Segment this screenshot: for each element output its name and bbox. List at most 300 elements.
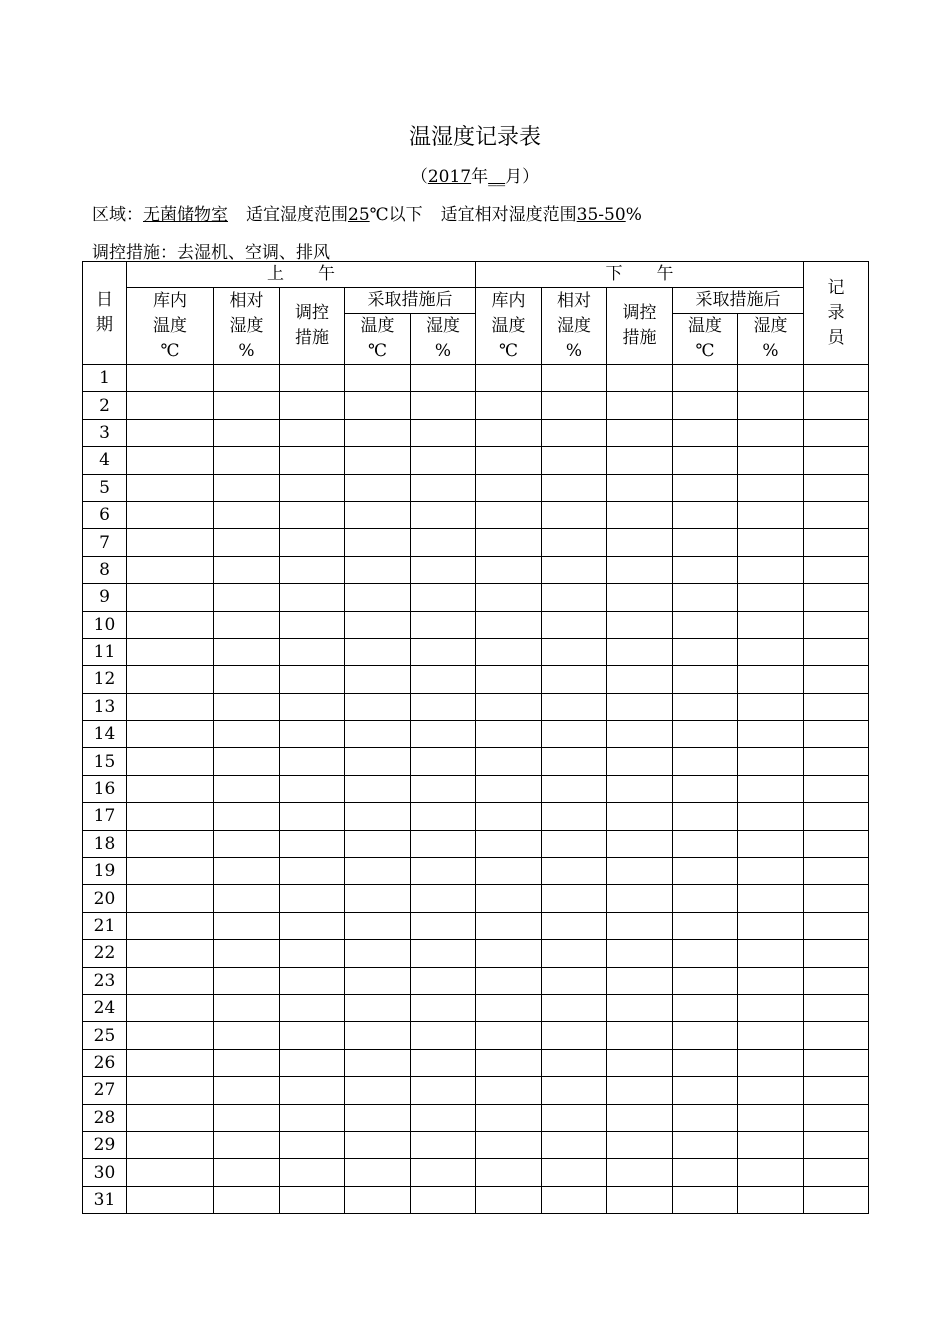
- entry-cell[interactable]: [738, 666, 804, 693]
- entry-cell[interactable]: [411, 775, 476, 802]
- entry-cell[interactable]: [542, 775, 607, 802]
- entry-cell[interactable]: [542, 1131, 607, 1158]
- entry-cell[interactable]: [280, 638, 345, 665]
- entry-cell[interactable]: [673, 1022, 738, 1049]
- entry-cell[interactable]: [127, 556, 214, 583]
- entry-cell[interactable]: [345, 419, 411, 446]
- entry-cell[interactable]: [476, 775, 542, 802]
- entry-cell[interactable]: [214, 912, 280, 939]
- entry-cell[interactable]: [345, 392, 411, 419]
- entry-cell[interactable]: [673, 940, 738, 967]
- entry-cell[interactable]: [738, 529, 804, 556]
- entry-cell[interactable]: [127, 611, 214, 638]
- entry-cell[interactable]: [411, 1077, 476, 1104]
- entry-cell[interactable]: [673, 529, 738, 556]
- entry-cell[interactable]: [214, 474, 280, 501]
- entry-cell[interactable]: [345, 501, 411, 528]
- entry-cell[interactable]: [607, 666, 673, 693]
- entry-cell[interactable]: [542, 830, 607, 857]
- entry-cell[interactable]: [127, 1159, 214, 1186]
- entry-cell[interactable]: [607, 1131, 673, 1158]
- entry-cell[interactable]: [411, 584, 476, 611]
- entry-cell[interactable]: [476, 748, 542, 775]
- entry-cell[interactable]: [542, 912, 607, 939]
- entry-cell[interactable]: [673, 803, 738, 830]
- entry-cell[interactable]: [542, 419, 607, 446]
- entry-cell[interactable]: [607, 474, 673, 501]
- entry-cell[interactable]: [542, 392, 607, 419]
- entry-cell[interactable]: [476, 693, 542, 720]
- entry-cell[interactable]: [738, 721, 804, 748]
- entry-cell[interactable]: [214, 611, 280, 638]
- entry-cell[interactable]: [542, 967, 607, 994]
- entry-cell[interactable]: [411, 912, 476, 939]
- entry-cell[interactable]: [214, 1186, 280, 1213]
- entry-cell[interactable]: [214, 885, 280, 912]
- entry-cell[interactable]: [127, 1022, 214, 1049]
- entry-cell[interactable]: [804, 721, 869, 748]
- entry-cell[interactable]: [738, 803, 804, 830]
- entry-cell[interactable]: [804, 447, 869, 474]
- entry-cell[interactable]: [127, 1186, 214, 1213]
- entry-cell[interactable]: [738, 775, 804, 802]
- entry-cell[interactable]: [411, 392, 476, 419]
- entry-cell[interactable]: [673, 721, 738, 748]
- entry-cell[interactable]: [542, 556, 607, 583]
- entry-cell[interactable]: [542, 638, 607, 665]
- entry-cell[interactable]: [476, 638, 542, 665]
- entry-cell[interactable]: [345, 1049, 411, 1076]
- entry-cell[interactable]: [804, 1131, 869, 1158]
- entry-cell[interactable]: [345, 912, 411, 939]
- entry-cell[interactable]: [542, 1186, 607, 1213]
- entry-cell[interactable]: [411, 447, 476, 474]
- entry-cell[interactable]: [280, 556, 345, 583]
- entry-cell[interactable]: [738, 748, 804, 775]
- entry-cell[interactable]: [673, 447, 738, 474]
- entry-cell[interactable]: [214, 721, 280, 748]
- entry-cell[interactable]: [607, 940, 673, 967]
- entry-cell[interactable]: [345, 1131, 411, 1158]
- entry-cell[interactable]: [127, 803, 214, 830]
- entry-cell[interactable]: [127, 1104, 214, 1131]
- entry-cell[interactable]: [280, 830, 345, 857]
- entry-cell[interactable]: [738, 1186, 804, 1213]
- entry-cell[interactable]: [127, 1131, 214, 1158]
- entry-cell[interactable]: [411, 556, 476, 583]
- entry-cell[interactable]: [738, 392, 804, 419]
- entry-cell[interactable]: [476, 474, 542, 501]
- entry-cell[interactable]: [214, 419, 280, 446]
- entry-cell[interactable]: [607, 584, 673, 611]
- entry-cell[interactable]: [804, 1077, 869, 1104]
- entry-cell[interactable]: [345, 529, 411, 556]
- entry-cell[interactable]: [127, 365, 214, 392]
- entry-cell[interactable]: [280, 1104, 345, 1131]
- entry-cell[interactable]: [280, 1049, 345, 1076]
- entry-cell[interactable]: [673, 1186, 738, 1213]
- entry-cell[interactable]: [280, 1159, 345, 1186]
- entry-cell[interactable]: [738, 1159, 804, 1186]
- entry-cell[interactable]: [214, 392, 280, 419]
- entry-cell[interactable]: [127, 748, 214, 775]
- entry-cell[interactable]: [127, 474, 214, 501]
- entry-cell[interactable]: [214, 1104, 280, 1131]
- entry-cell[interactable]: [804, 666, 869, 693]
- entry-cell[interactable]: [738, 994, 804, 1021]
- entry-cell[interactable]: [804, 419, 869, 446]
- entry-cell[interactable]: [127, 994, 214, 1021]
- entry-cell[interactable]: [411, 638, 476, 665]
- entry-cell[interactable]: [280, 611, 345, 638]
- entry-cell[interactable]: [280, 912, 345, 939]
- entry-cell[interactable]: [673, 611, 738, 638]
- entry-cell[interactable]: [214, 1022, 280, 1049]
- entry-cell[interactable]: [804, 858, 869, 885]
- entry-cell[interactable]: [127, 501, 214, 528]
- entry-cell[interactable]: [280, 858, 345, 885]
- entry-cell[interactable]: [738, 912, 804, 939]
- entry-cell[interactable]: [345, 611, 411, 638]
- entry-cell[interactable]: [280, 803, 345, 830]
- entry-cell[interactable]: [345, 666, 411, 693]
- entry-cell[interactable]: [280, 584, 345, 611]
- entry-cell[interactable]: [345, 447, 411, 474]
- entry-cell[interactable]: [127, 638, 214, 665]
- entry-cell[interactable]: [738, 419, 804, 446]
- entry-cell[interactable]: [607, 967, 673, 994]
- entry-cell[interactable]: [673, 501, 738, 528]
- entry-cell[interactable]: [673, 858, 738, 885]
- entry-cell[interactable]: [411, 1049, 476, 1076]
- entry-cell[interactable]: [411, 1104, 476, 1131]
- entry-cell[interactable]: [673, 1077, 738, 1104]
- entry-cell[interactable]: [214, 447, 280, 474]
- entry-cell[interactable]: [411, 940, 476, 967]
- entry-cell[interactable]: [345, 830, 411, 857]
- entry-cell[interactable]: [476, 392, 542, 419]
- entry-cell[interactable]: [542, 994, 607, 1021]
- entry-cell[interactable]: [280, 365, 345, 392]
- entry-cell[interactable]: [411, 474, 476, 501]
- entry-cell[interactable]: [804, 1159, 869, 1186]
- entry-cell[interactable]: [673, 748, 738, 775]
- entry-cell[interactable]: [411, 666, 476, 693]
- entry-cell[interactable]: [607, 611, 673, 638]
- entry-cell[interactable]: [127, 967, 214, 994]
- entry-cell[interactable]: [738, 584, 804, 611]
- entry-cell[interactable]: [607, 1104, 673, 1131]
- entry-cell[interactable]: [804, 392, 869, 419]
- entry-cell[interactable]: [607, 803, 673, 830]
- entry-cell[interactable]: [542, 1022, 607, 1049]
- entry-cell[interactable]: [345, 994, 411, 1021]
- entry-cell[interactable]: [214, 994, 280, 1021]
- entry-cell[interactable]: [804, 967, 869, 994]
- entry-cell[interactable]: [476, 721, 542, 748]
- entry-cell[interactable]: [673, 830, 738, 857]
- entry-cell[interactable]: [542, 447, 607, 474]
- entry-cell[interactable]: [411, 1159, 476, 1186]
- entry-cell[interactable]: [214, 748, 280, 775]
- entry-cell[interactable]: [214, 1131, 280, 1158]
- entry-cell[interactable]: [607, 1077, 673, 1104]
- entry-cell[interactable]: [607, 885, 673, 912]
- entry-cell[interactable]: [127, 940, 214, 967]
- entry-cell[interactable]: [411, 721, 476, 748]
- entry-cell[interactable]: [345, 967, 411, 994]
- entry-cell[interactable]: [673, 885, 738, 912]
- entry-cell[interactable]: [214, 693, 280, 720]
- entry-cell[interactable]: [280, 1077, 345, 1104]
- entry-cell[interactable]: [127, 666, 214, 693]
- entry-cell[interactable]: [738, 474, 804, 501]
- entry-cell[interactable]: [411, 611, 476, 638]
- entry-cell[interactable]: [738, 447, 804, 474]
- entry-cell[interactable]: [804, 1049, 869, 1076]
- entry-cell[interactable]: [345, 638, 411, 665]
- entry-cell[interactable]: [214, 365, 280, 392]
- entry-cell[interactable]: [127, 1077, 214, 1104]
- entry-cell[interactable]: [476, 858, 542, 885]
- entry-cell[interactable]: [345, 748, 411, 775]
- entry-cell[interactable]: [607, 529, 673, 556]
- entry-cell[interactable]: [804, 994, 869, 1021]
- entry-cell[interactable]: [280, 501, 345, 528]
- entry-cell[interactable]: [280, 1022, 345, 1049]
- entry-cell[interactable]: [738, 693, 804, 720]
- entry-cell[interactable]: [542, 1104, 607, 1131]
- entry-cell[interactable]: [607, 775, 673, 802]
- entry-cell[interactable]: [411, 501, 476, 528]
- entry-cell[interactable]: [673, 556, 738, 583]
- entry-cell[interactable]: [476, 419, 542, 446]
- entry-cell[interactable]: [804, 611, 869, 638]
- entry-cell[interactable]: [607, 392, 673, 419]
- entry-cell[interactable]: [804, 365, 869, 392]
- entry-cell[interactable]: [345, 1077, 411, 1104]
- entry-cell[interactable]: [411, 419, 476, 446]
- entry-cell[interactable]: [411, 803, 476, 830]
- entry-cell[interactable]: [804, 501, 869, 528]
- entry-cell[interactable]: [214, 584, 280, 611]
- entry-cell[interactable]: [280, 1131, 345, 1158]
- entry-cell[interactable]: [214, 775, 280, 802]
- entry-cell[interactable]: [738, 830, 804, 857]
- entry-cell[interactable]: [214, 556, 280, 583]
- entry-cell[interactable]: [214, 638, 280, 665]
- entry-cell[interactable]: [542, 1159, 607, 1186]
- entry-cell[interactable]: [607, 830, 673, 857]
- entry-cell[interactable]: [804, 638, 869, 665]
- entry-cell[interactable]: [214, 1077, 280, 1104]
- entry-cell[interactable]: [804, 584, 869, 611]
- entry-cell[interactable]: [476, 994, 542, 1021]
- entry-cell[interactable]: [738, 1077, 804, 1104]
- entry-cell[interactable]: [673, 693, 738, 720]
- entry-cell[interactable]: [607, 912, 673, 939]
- entry-cell[interactable]: [280, 419, 345, 446]
- entry-cell[interactable]: [804, 529, 869, 556]
- entry-cell[interactable]: [127, 419, 214, 446]
- entry-cell[interactable]: [127, 830, 214, 857]
- entry-cell[interactable]: [411, 529, 476, 556]
- entry-cell[interactable]: [411, 1022, 476, 1049]
- entry-cell[interactable]: [607, 365, 673, 392]
- entry-cell[interactable]: [542, 501, 607, 528]
- entry-cell[interactable]: [738, 501, 804, 528]
- entry-cell[interactable]: [280, 1186, 345, 1213]
- entry-cell[interactable]: [280, 967, 345, 994]
- entry-cell[interactable]: [345, 556, 411, 583]
- entry-cell[interactable]: [476, 556, 542, 583]
- entry-cell[interactable]: [214, 1049, 280, 1076]
- entry-cell[interactable]: [673, 474, 738, 501]
- entry-cell[interactable]: [673, 994, 738, 1021]
- entry-cell[interactable]: [476, 365, 542, 392]
- entry-cell[interactable]: [542, 858, 607, 885]
- entry-cell[interactable]: [127, 584, 214, 611]
- entry-cell[interactable]: [607, 447, 673, 474]
- entry-cell[interactable]: [345, 803, 411, 830]
- entry-cell[interactable]: [411, 365, 476, 392]
- entry-cell[interactable]: [476, 501, 542, 528]
- entry-cell[interactable]: [476, 967, 542, 994]
- entry-cell[interactable]: [127, 693, 214, 720]
- entry-cell[interactable]: [607, 858, 673, 885]
- entry-cell[interactable]: [607, 419, 673, 446]
- entry-cell[interactable]: [214, 858, 280, 885]
- entry-cell[interactable]: [345, 474, 411, 501]
- entry-cell[interactable]: [542, 1049, 607, 1076]
- entry-cell[interactable]: [127, 447, 214, 474]
- entry-cell[interactable]: [411, 885, 476, 912]
- entry-cell[interactable]: [214, 666, 280, 693]
- entry-cell[interactable]: [607, 638, 673, 665]
- entry-cell[interactable]: [280, 693, 345, 720]
- entry-cell[interactable]: [476, 666, 542, 693]
- entry-cell[interactable]: [804, 1104, 869, 1131]
- entry-cell[interactable]: [673, 666, 738, 693]
- entry-cell[interactable]: [673, 1159, 738, 1186]
- entry-cell[interactable]: [476, 584, 542, 611]
- entry-cell[interactable]: [673, 1131, 738, 1158]
- entry-cell[interactable]: [607, 693, 673, 720]
- entry-cell[interactable]: [411, 748, 476, 775]
- entry-cell[interactable]: [280, 392, 345, 419]
- entry-cell[interactable]: [607, 994, 673, 1021]
- entry-cell[interactable]: [280, 447, 345, 474]
- entry-cell[interactable]: [345, 940, 411, 967]
- entry-cell[interactable]: [127, 885, 214, 912]
- entry-cell[interactable]: [127, 721, 214, 748]
- entry-cell[interactable]: [345, 693, 411, 720]
- entry-cell[interactable]: [345, 885, 411, 912]
- entry-cell[interactable]: [542, 666, 607, 693]
- entry-cell[interactable]: [673, 392, 738, 419]
- entry-cell[interactable]: [345, 858, 411, 885]
- entry-cell[interactable]: [673, 775, 738, 802]
- entry-cell[interactable]: [476, 885, 542, 912]
- entry-cell[interactable]: [804, 803, 869, 830]
- entry-cell[interactable]: [738, 885, 804, 912]
- entry-cell[interactable]: [476, 803, 542, 830]
- entry-cell[interactable]: [542, 529, 607, 556]
- entry-cell[interactable]: [214, 967, 280, 994]
- entry-cell[interactable]: [280, 666, 345, 693]
- entry-cell[interactable]: [411, 967, 476, 994]
- entry-cell[interactable]: [345, 1159, 411, 1186]
- entry-cell[interactable]: [280, 748, 345, 775]
- entry-cell[interactable]: [673, 638, 738, 665]
- entry-cell[interactable]: [673, 584, 738, 611]
- entry-cell[interactable]: [673, 967, 738, 994]
- entry-cell[interactable]: [673, 419, 738, 446]
- entry-cell[interactable]: [476, 611, 542, 638]
- entry-cell[interactable]: [542, 748, 607, 775]
- entry-cell[interactable]: [542, 721, 607, 748]
- entry-cell[interactable]: [673, 1049, 738, 1076]
- entry-cell[interactable]: [345, 721, 411, 748]
- entry-cell[interactable]: [804, 885, 869, 912]
- entry-cell[interactable]: [542, 611, 607, 638]
- entry-cell[interactable]: [542, 693, 607, 720]
- entry-cell[interactable]: [804, 1022, 869, 1049]
- entry-cell[interactable]: [411, 1131, 476, 1158]
- entry-cell[interactable]: [673, 1104, 738, 1131]
- entry-cell[interactable]: [673, 912, 738, 939]
- entry-cell[interactable]: [476, 940, 542, 967]
- entry-cell[interactable]: [280, 940, 345, 967]
- entry-cell[interactable]: [673, 365, 738, 392]
- entry-cell[interactable]: [542, 474, 607, 501]
- entry-cell[interactable]: [127, 392, 214, 419]
- entry-cell[interactable]: [411, 693, 476, 720]
- entry-cell[interactable]: [607, 1049, 673, 1076]
- entry-cell[interactable]: [804, 830, 869, 857]
- entry-cell[interactable]: [280, 529, 345, 556]
- entry-cell[interactable]: [214, 529, 280, 556]
- entry-cell[interactable]: [280, 721, 345, 748]
- entry-cell[interactable]: [280, 775, 345, 802]
- entry-cell[interactable]: [738, 940, 804, 967]
- entry-cell[interactable]: [476, 1022, 542, 1049]
- entry-cell[interactable]: [476, 447, 542, 474]
- entry-cell[interactable]: [804, 556, 869, 583]
- entry-cell[interactable]: [607, 721, 673, 748]
- entry-cell[interactable]: [542, 1077, 607, 1104]
- entry-cell[interactable]: [411, 994, 476, 1021]
- entry-cell[interactable]: [411, 830, 476, 857]
- entry-cell[interactable]: [804, 474, 869, 501]
- entry-cell[interactable]: [607, 501, 673, 528]
- entry-cell[interactable]: [214, 830, 280, 857]
- entry-cell[interactable]: [345, 1186, 411, 1213]
- entry-cell[interactable]: [476, 912, 542, 939]
- entry-cell[interactable]: [214, 940, 280, 967]
- entry-cell[interactable]: [127, 529, 214, 556]
- entry-cell[interactable]: [738, 638, 804, 665]
- entry-cell[interactable]: [476, 529, 542, 556]
- entry-cell[interactable]: [127, 912, 214, 939]
- entry-cell[interactable]: [804, 1186, 869, 1213]
- entry-cell[interactable]: [476, 1186, 542, 1213]
- entry-cell[interactable]: [607, 748, 673, 775]
- entry-cell[interactable]: [476, 830, 542, 857]
- entry-cell[interactable]: [738, 1104, 804, 1131]
- entry-cell[interactable]: [127, 775, 214, 802]
- entry-cell[interactable]: [280, 994, 345, 1021]
